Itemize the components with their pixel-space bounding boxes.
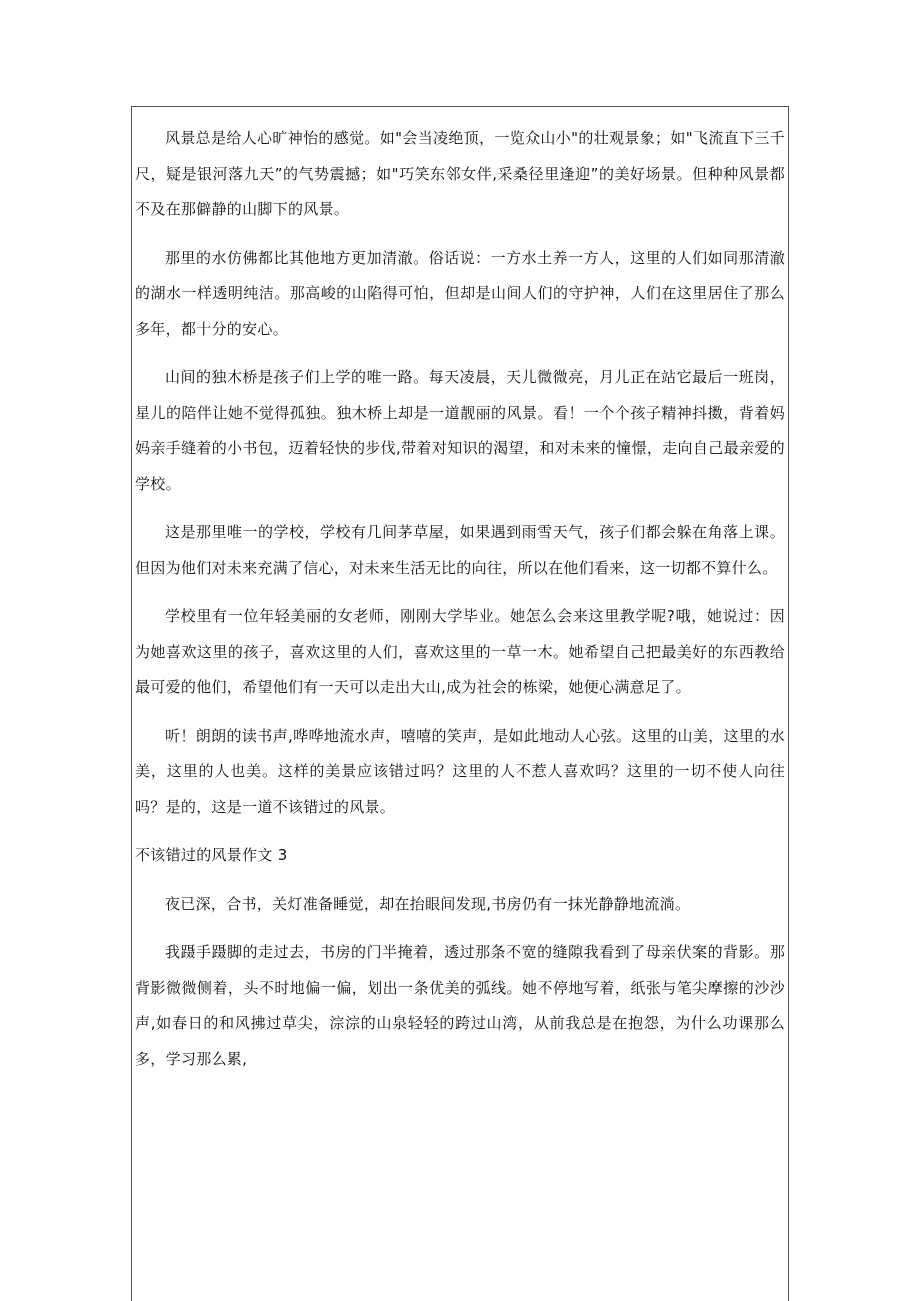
paragraph: 我蹑手蹑脚的走过去，书房的门半掩着，透过那条不宽的缝隙我看到了母亲伏案的背影。那背影微微侧着，头不时地偏一偏，划出一条优美的弧线。她不停地写着，纸张与笔尖摩擦的沙沙声,如春日的和风拂过草尖，淙淙的山泉轻轻的跨过山湾，从前我总是在抱怨，为什么功课那么多，学习那么累, xyxy=(135,943,785,1068)
paragraph: 那里的水仿佛都比其他地方更加清澈。俗话说：一方水土养一方人，这里的人们如同那清澈的湖水一样透明纯洁。那高峻的山陷得可怕，但却是山间人们的守护神，人们在这里居住了那么多年，都十分的安心。 xyxy=(135,248,785,338)
paragraph: 风景总是给人心旷神怡的感觉。如"会当凌绝顶，一览众山小"的壮观景象；如"飞流直下三千尺，疑是银河落九天”的气势震撼；如"巧笑东邻女伴,采桑径里逢迎”的美好场景。但种种风景都不及在那僻静的山脚下的风景。 xyxy=(135,129,785,218)
document-body xyxy=(135,121,785,1090)
paragraph: 夜已深，合书，关灯准备睡觉，却在抬眼间发现,书房仍有一抹光静静地流淌。 xyxy=(165,894,691,913)
paragraph: 山间的独木桥是孩子们上学的唯一路。每天凌晨，天儿微微亮，月儿正在站它最后一班岗，星儿的陪伴让她不觉得孤独。独木桥上却是一道靓丽的风景。看！一个个孩子精神抖擞，背着妈妈亲手缝着的小书包，迈着轻快的步伐,带着对知识的渴望，和对未来的憧憬，走向自己最亲爱的学校。 xyxy=(135,368,785,493)
paragraph: 听！朗朗的读书声,哗哗地流水声，嘻嘻的笑声，是如此地动人心弦。这里的山美，这里的水美，这里的人也美。这样的美景应该错过吗？这里的人不惹人喜欢吗？这里的一切不使人向往吗？是的，这是一道不该错过的风景。 xyxy=(135,726,785,816)
section-title: 不该错过的风景作文 3 xyxy=(135,846,288,864)
paragraph: 这是那里唯一的学校，学校有几间茅草屋，如果遇到雨雪天气，孩子们都会躲在角落上课。但因为他们对未来充满了信心，对未来生活无比的向往，所以在他们看来，这一切都不算什么。 xyxy=(135,523,785,577)
paragraph: 学校里有一位年轻美丽的女老师，刚刚大学毕业。她怎么会来这里教学呢?哦，她说过：因为她喜欢这里的孩子，喜欢这里的人们，喜欢这里的一草一木。她希望自己把最美好的东西教给最可爱的他们，希望他们有一天可以走出大山,成为社会的栋梁，她便心满意足了。 xyxy=(135,607,785,696)
